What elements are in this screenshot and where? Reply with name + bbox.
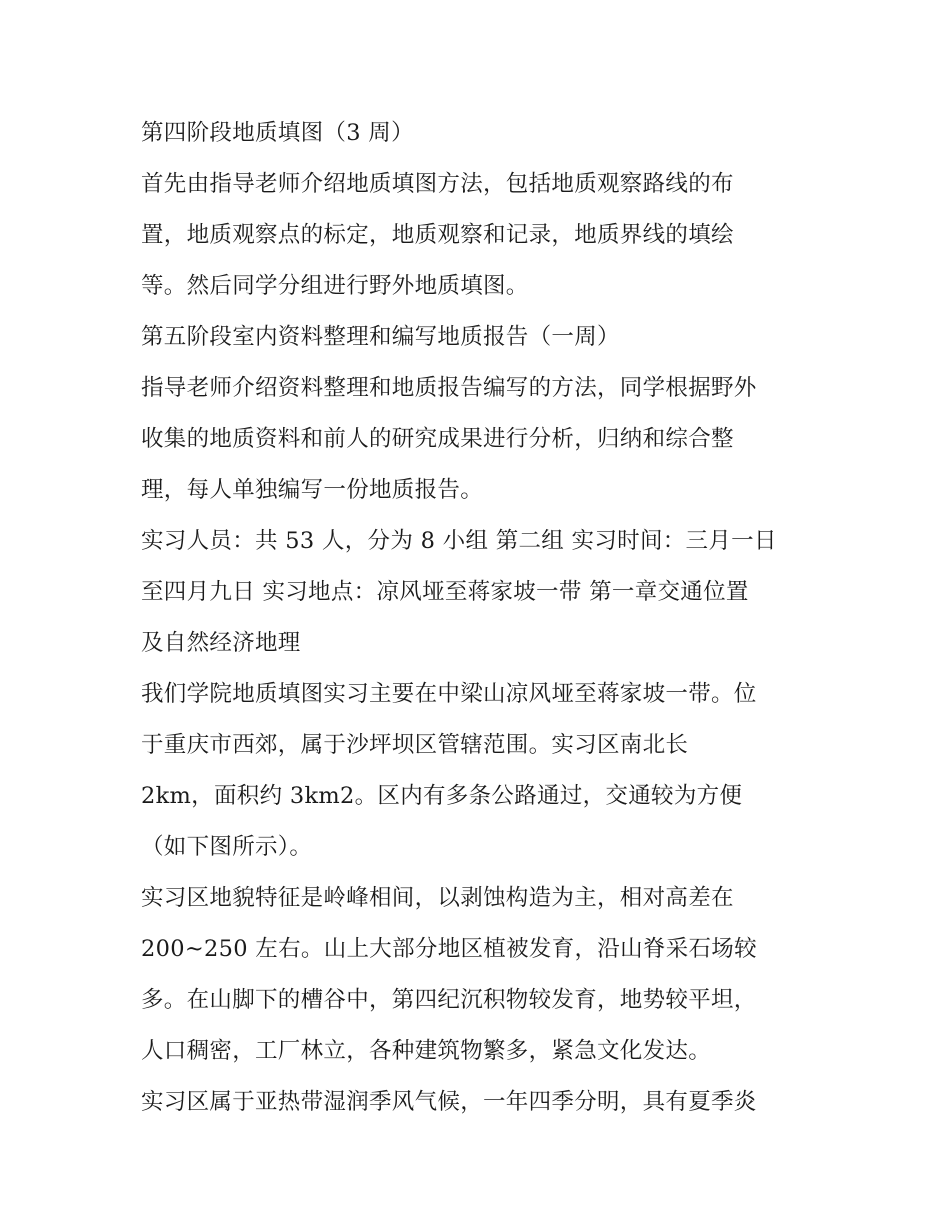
- paragraph-line: 置，地质观察点的标定，地质观察和记录，地质界线的填绘: [141, 222, 734, 248]
- internship-info-line: 至四月九日 实习地点：凉风垭至蒋家坡一带 第一章交通位置: [141, 579, 749, 605]
- paragraph-line: 实习区属于亚热带湿润季风气候，一年四季分明，具有夏季炎: [141, 1089, 757, 1115]
- paragraph-line: 实习区地貌特征是岭峰相间，以剥蚀构造为主，相对高差在: [141, 885, 734, 911]
- internship-info-line: 实习人员：共 53 人，分为 8 小组 第二组 实习时间：三月一日: [141, 528, 777, 554]
- paragraph-line: 200~250 左右。山上大部分地区植被发育，沿山脊采石场较: [141, 936, 757, 962]
- heading-stage-four: 第四阶段地质填图（3 周）: [141, 120, 414, 146]
- heading-stage-five: 第五阶段室内资料整理和编写地质报告（一周）: [141, 324, 620, 350]
- paragraph-line: 指导老师介绍资料整理和地质报告编写的方法，同学根据野外: [141, 375, 757, 401]
- paragraph-line: 我们学院地质填图实习主要在中梁山凉风垭至蒋家坡一带。位: [141, 681, 757, 707]
- document-body: [141, 108, 821, 1128]
- chapter-title-line: 及自然经济地理: [141, 630, 301, 656]
- paragraph-line: 于重庆市西郊，属于沙坪坝区管辖范围。实习区南北长: [141, 732, 689, 758]
- paragraph-line: 等。然后同学分组进行野外地质填图。: [141, 273, 529, 299]
- paragraph-line: 人口稠密，工厂林立，各种建筑物繁多，紧急文化发达。: [141, 1038, 712, 1064]
- paragraph-line: 多。在山脚下的槽谷中，第四纪沉积物较发育，地势较平坦，: [141, 987, 757, 1013]
- paragraph-line: 首先由指导老师介绍地质填图方法，包括地质观察路线的布: [141, 171, 734, 197]
- paragraph-line: 收集的地质资料和前人的研究成果进行分析，归纳和综合整: [141, 426, 734, 452]
- paragraph-line: 2km，面积约 3km2。区内有多条公路通过，交通较为方便: [141, 783, 743, 809]
- paragraph-line: 理，每人单独编写一份地质报告。: [141, 477, 484, 503]
- paragraph-line: （如下图所示）。: [141, 834, 313, 860]
